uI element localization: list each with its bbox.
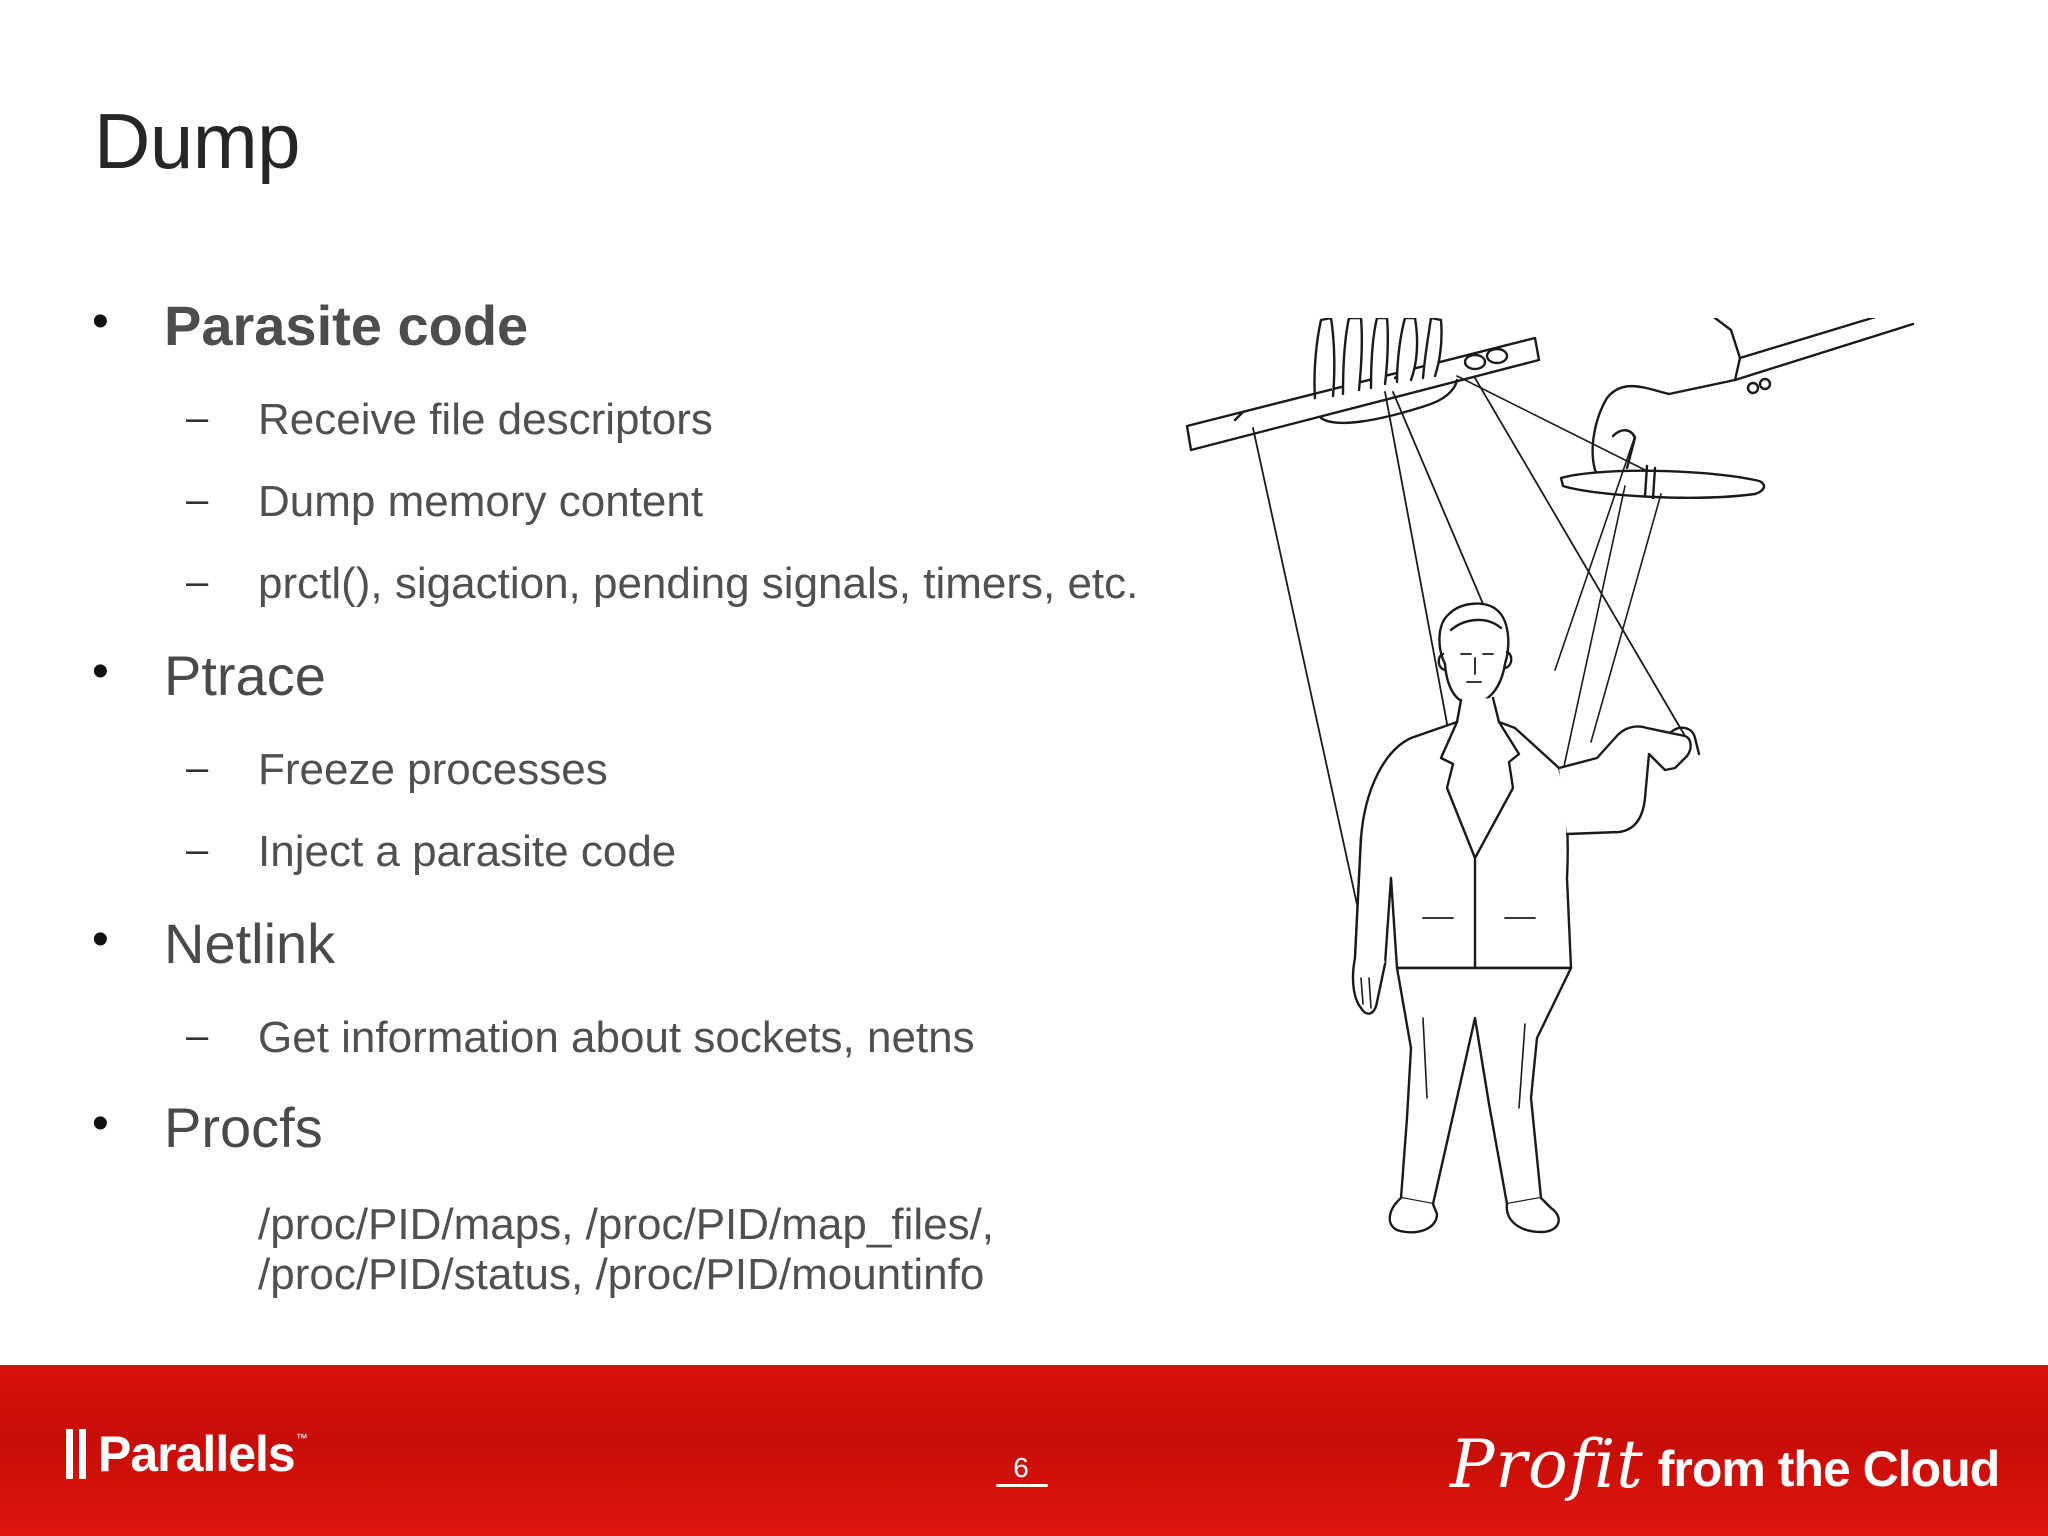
dash-icon: – [186, 828, 209, 872]
bullet-text: Procfs [164, 1096, 323, 1159]
sub-bullet-text: Receive file descriptors [258, 395, 713, 444]
bullet-text: Netlink [164, 912, 336, 975]
bullet-dot-icon: • [92, 645, 109, 698]
bullet-text: Ptrace [164, 644, 326, 707]
tagline-script: Profit [1450, 1426, 1644, 1503]
sub-bullet-text: prctl(), sigaction, pending signals, timers, etc. [258, 559, 1139, 608]
page-number-underline [996, 1484, 1048, 1487]
dash-icon: – [186, 560, 209, 604]
logo-wordmark: Parallels [98, 1426, 295, 1482]
dash-icon: – [186, 478, 209, 522]
trademark-symbol: ™ [295, 1431, 308, 1445]
dash-icon: – [186, 396, 209, 440]
bullet-dot-icon: • [92, 913, 109, 966]
sub-bullet-text: Dump memory content [258, 477, 704, 526]
footer-tagline [1450, 1418, 2000, 1503]
logo-bars-icon [66, 1429, 86, 1479]
sub-bullet-text: Get information about sockets, netns [258, 1013, 975, 1062]
dash-icon: – [186, 746, 209, 790]
puppet-illustration [1175, 318, 1915, 1268]
slide-title: Dump [94, 97, 301, 185]
bullet-dot-icon: • [92, 1097, 109, 1150]
tagline-text: from the Cloud [1657, 1441, 2000, 1497]
procfs-note-line: /proc/PID/maps, /proc/PID/map_files/, [258, 1200, 995, 1249]
page-number: 6 [1013, 1452, 1029, 1483]
sub-bullet-text: Inject a parasite code [258, 827, 677, 876]
bullet-text: Parasite code [164, 294, 529, 357]
parallels-logo [66, 1426, 308, 1482]
procfs-note-line: /proc/PID/status, /proc/PID/mountinfo [258, 1250, 985, 1299]
sub-bullet-text: Freeze processes [258, 745, 608, 794]
dash-icon: – [186, 1014, 209, 1058]
bullet-dot-icon: • [92, 295, 109, 348]
